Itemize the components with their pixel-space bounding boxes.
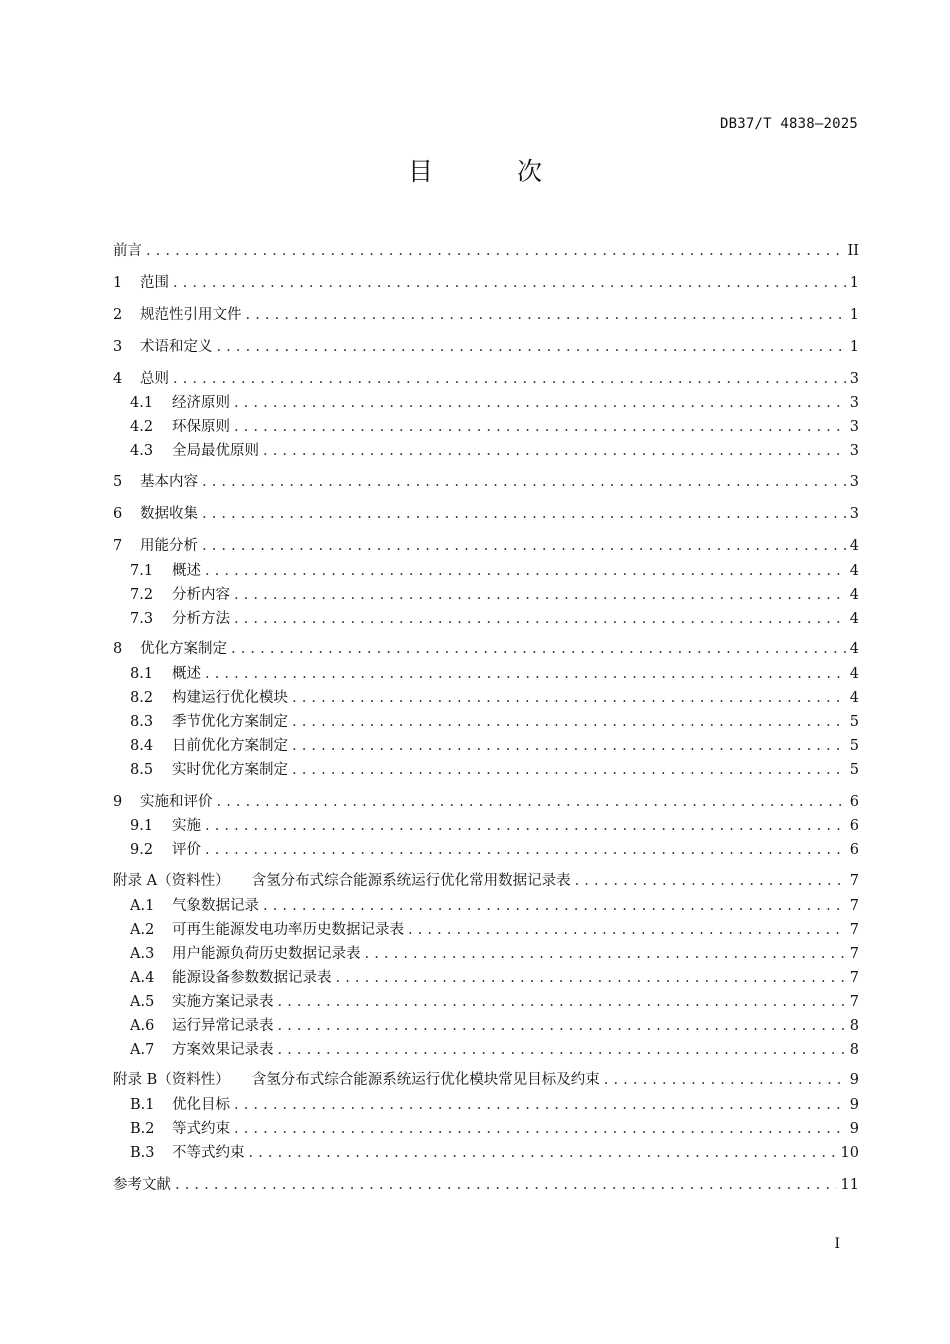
toc-entry-label: 分析内容 <box>172 587 230 603</box>
toc-entry[interactable] <box>113 791 859 813</box>
toc-entry-page: 9 <box>849 1121 859 1137</box>
toc-entry-label: 范围 <box>140 275 169 291</box>
toc-entry-label: 运行异常记录表 <box>172 1018 274 1034</box>
toc-entry[interactable] <box>130 663 859 685</box>
toc-entry-label: 气象数据记录 <box>172 898 259 914</box>
toc-entry[interactable] <box>130 687 859 709</box>
toc-entry-page: 6 <box>849 842 859 858</box>
toc-dot-leader <box>234 608 846 630</box>
toc-entry[interactable] <box>130 711 859 733</box>
toc-entry-number: 1 <box>113 275 123 291</box>
toc-entry[interactable] <box>130 416 859 438</box>
toc-entry[interactable] <box>130 560 859 582</box>
toc-entry-number: 附录 A（资料性） <box>113 873 230 889</box>
toc-dot-leader <box>234 392 846 414</box>
toc-entry-label: 环保原则 <box>172 419 230 435</box>
toc-entry-label: 含氢分布式综合能源系统运行优化模块常见目标及约束 <box>251 1072 600 1088</box>
toc-entry-page: 5 <box>849 738 859 754</box>
toc-dot-leader <box>365 943 846 965</box>
toc-entry-page: 5 <box>849 762 859 778</box>
toc-entry-page: 7 <box>849 922 859 938</box>
toc-dot-leader <box>278 991 846 1013</box>
toc-dot-leader <box>234 1118 846 1140</box>
toc-entry-page: 3 <box>849 395 859 411</box>
toc-entry-label: 参考文献 <box>113 1177 171 1193</box>
toc-entry[interactable] <box>113 240 859 262</box>
toc-dot-leader <box>234 584 846 606</box>
toc-entry[interactable] <box>130 919 859 941</box>
toc-entry-number: B.3 <box>130 1145 155 1161</box>
toc-entry-page: 4 <box>849 538 859 554</box>
toc-dot-leader <box>249 1142 837 1164</box>
toc-entry-number: 7 <box>113 538 123 554</box>
toc-dot-leader <box>202 503 846 525</box>
toc-dot-leader <box>292 735 846 757</box>
toc-entry-page: 6 <box>849 794 859 810</box>
toc-entry[interactable] <box>113 272 859 294</box>
toc-entry-label: 不等式约束 <box>172 1145 245 1161</box>
toc-entry-number: 附录 B（资料性） <box>113 1072 230 1088</box>
toc-entry-page: 1 <box>849 275 859 291</box>
toc-entry-label: 实施 <box>172 818 201 834</box>
toc-entry[interactable] <box>130 991 859 1013</box>
toc-dot-leader <box>263 440 846 462</box>
toc-dot-leader <box>292 759 846 781</box>
toc-entry-number: 4.3 <box>130 443 154 459</box>
toc-entry-page: II <box>847 243 859 259</box>
toc-entry[interactable] <box>130 943 859 965</box>
toc-dot-leader <box>246 304 846 326</box>
toc-entry-number: 8 <box>113 641 123 657</box>
document-code: DB37/T 4838—2025 <box>719 116 858 132</box>
toc-entry-number: A.6 <box>130 1018 155 1034</box>
toc-entry-number: 8.1 <box>130 666 154 682</box>
toc-entry[interactable] <box>130 735 859 757</box>
toc-entry-label: 优化目标 <box>172 1097 230 1113</box>
toc-entry-number: A.4 <box>130 970 155 986</box>
toc-entry[interactable] <box>130 392 859 414</box>
toc-entry-page: 4 <box>849 641 859 657</box>
toc-dot-leader <box>146 240 844 262</box>
toc-entry[interactable] <box>130 584 859 606</box>
toc-dot-leader <box>408 919 846 941</box>
toc-entry-label: 数据收集 <box>140 506 198 522</box>
toc-entry-number: 8.2 <box>130 690 154 706</box>
toc-dot-leader <box>292 687 846 709</box>
toc-entry[interactable] <box>130 1118 859 1140</box>
toc-entry-label: 可再生能源发电功率历史数据记录表 <box>172 922 404 938</box>
toc-entry[interactable] <box>130 1094 859 1116</box>
toc-entry[interactable] <box>113 1174 859 1196</box>
toc-entry-label: 能源设备参数数据记录表 <box>172 970 332 986</box>
toc-dot-leader <box>234 416 846 438</box>
toc-entry[interactable] <box>130 967 859 989</box>
toc-entry-number: 2 <box>113 307 123 323</box>
toc-entry-number: A.3 <box>130 946 155 962</box>
toc-entry[interactable] <box>113 471 859 493</box>
toc-entry[interactable] <box>113 870 859 892</box>
toc-entry-number: 7.1 <box>130 563 154 579</box>
toc-entry-number: 5 <box>113 474 123 490</box>
toc-entry-label: 基本内容 <box>140 474 198 490</box>
toc-dot-leader <box>575 870 846 892</box>
toc-entry-number: 8.5 <box>130 762 154 778</box>
toc-dot-leader <box>292 711 846 733</box>
toc-entry-page: 4 <box>849 666 859 682</box>
toc-entry-page: 10 <box>840 1145 859 1161</box>
toc-entry[interactable] <box>130 895 859 917</box>
toc-entry-page: 7 <box>849 898 859 914</box>
toc-entry-number: 9 <box>113 794 123 810</box>
toc-entry-page: 1 <box>849 307 859 323</box>
toc-entry-page: 8 <box>849 1042 859 1058</box>
toc-entry-page: 4 <box>849 690 859 706</box>
toc-entry-page: 7 <box>849 994 859 1010</box>
toc-entry[interactable] <box>130 440 859 462</box>
toc-entry[interactable] <box>130 1015 859 1037</box>
toc-entry-page: 7 <box>849 873 859 889</box>
toc-entry[interactable] <box>130 759 859 781</box>
toc-entry[interactable] <box>130 1142 859 1164</box>
toc-dot-leader <box>336 967 846 989</box>
toc-entry[interactable] <box>130 1039 859 1061</box>
toc-entry-page: 3 <box>849 443 859 459</box>
toc-entry-label: 含氢分布式综合能源系统运行优化常用数据记录表 <box>251 873 571 889</box>
toc-entry-label: 等式约束 <box>172 1121 230 1137</box>
toc-entry-number: A.1 <box>130 898 155 914</box>
toc-dot-leader <box>263 895 846 917</box>
toc-entry-label: 日前优化方案制定 <box>172 738 288 754</box>
toc-entry-page: 6 <box>849 818 859 834</box>
toc-entry-page: 11 <box>840 1177 859 1193</box>
toc-entry-number: 3 <box>113 339 123 355</box>
toc-entry-label: 优化方案制定 <box>140 641 227 657</box>
toc-entry-label: 实施方案记录表 <box>172 994 274 1010</box>
toc-dot-leader <box>231 638 846 660</box>
toc-entry[interactable] <box>113 368 859 390</box>
toc-dot-leader <box>278 1015 846 1037</box>
toc-entry-label: 实施和评价 <box>140 794 213 810</box>
toc-dot-leader <box>604 1069 846 1091</box>
toc-dot-leader <box>173 272 846 294</box>
toc-entry-label: 分析方法 <box>172 611 230 627</box>
toc-entry-number: A.2 <box>130 922 155 938</box>
toc-dot-leader <box>278 1039 846 1061</box>
toc-entry-label: 用能分析 <box>140 538 198 554</box>
toc-entry-label: 全局最优原则 <box>172 443 259 459</box>
toc-entry-number: 8.4 <box>130 738 154 754</box>
toc-entry-label: 概述 <box>172 563 201 579</box>
toc-dot-leader <box>205 839 846 861</box>
toc-entry-label: 方案效果记录表 <box>172 1042 274 1058</box>
toc-dot-leader <box>234 1094 846 1116</box>
page-title: 目 次 <box>408 157 580 186</box>
toc-dot-leader <box>205 663 846 685</box>
toc-entry-number: B.2 <box>130 1121 155 1137</box>
toc-dot-leader <box>175 1174 837 1196</box>
toc-dot-leader <box>217 336 846 358</box>
toc-entry-number: 4 <box>113 371 123 387</box>
toc-entry[interactable] <box>113 336 859 358</box>
toc-entry-page: 7 <box>849 946 859 962</box>
toc-entry-number: A.7 <box>130 1042 155 1058</box>
toc-entry-page: 3 <box>849 419 859 435</box>
toc-entry-page: 9 <box>849 1097 859 1113</box>
toc-entry-label: 术语和定义 <box>140 339 213 355</box>
toc-entry-number: 7.3 <box>130 611 154 627</box>
toc-entry-number: 8.3 <box>130 714 154 730</box>
toc-entry[interactable] <box>113 1069 859 1091</box>
toc-entry[interactable] <box>113 638 859 660</box>
toc-entry-number: 6 <box>113 506 123 522</box>
toc-entry-label: 构建运行优化模块 <box>172 690 288 706</box>
toc-entry-page: 3 <box>849 474 859 490</box>
toc-entry-label: 经济原则 <box>172 395 230 411</box>
toc-dot-leader <box>202 471 846 493</box>
toc-entry-page: 1 <box>849 339 859 355</box>
toc-entry[interactable] <box>113 503 859 525</box>
toc-entry-page: 4 <box>849 563 859 579</box>
toc-entry-label: 用户能源负荷历史数据记录表 <box>172 946 361 962</box>
toc-dot-leader <box>217 791 846 813</box>
toc-entry-number: 7.2 <box>130 587 154 603</box>
toc-entry-number: 9.2 <box>130 842 154 858</box>
toc-entry-number: 9.1 <box>130 818 154 834</box>
toc-entry-label: 前言 <box>113 243 142 259</box>
toc-entry[interactable] <box>130 815 859 837</box>
toc-entry-label: 总则 <box>140 371 169 387</box>
toc-entry[interactable] <box>130 608 859 630</box>
toc-entry-page: 4 <box>849 611 859 627</box>
toc-entry-number: 4.1 <box>130 395 154 411</box>
toc-entry-label: 规范性引用文件 <box>140 307 242 323</box>
toc-entry-page: 7 <box>849 970 859 986</box>
toc-entry-page: 4 <box>849 587 859 603</box>
toc-entry-page: 3 <box>849 371 859 387</box>
toc-entry-label: 评价 <box>172 842 201 858</box>
toc-entry-label: 概述 <box>172 666 201 682</box>
toc-entry[interactable] <box>113 304 859 326</box>
toc-entry-label: 实时优化方案制定 <box>172 762 288 778</box>
toc-dot-leader <box>173 368 846 390</box>
toc-entry[interactable] <box>113 535 859 557</box>
toc-entry-number: B.1 <box>130 1097 155 1113</box>
toc-dot-leader <box>205 560 846 582</box>
toc-entry-page: 8 <box>849 1018 859 1034</box>
page-number: I <box>834 1236 840 1252</box>
toc-entry-label: 季节优化方案制定 <box>172 714 288 730</box>
toc-entry[interactable] <box>130 839 859 861</box>
toc-entry-number: A.5 <box>130 994 155 1010</box>
toc-entry-number: 4.2 <box>130 419 154 435</box>
toc-dot-leader <box>202 535 846 557</box>
toc-dot-leader <box>205 815 846 837</box>
toc-entry-page: 5 <box>849 714 859 730</box>
toc-entry-page: 3 <box>849 506 859 522</box>
toc-entry-page: 9 <box>849 1072 859 1088</box>
